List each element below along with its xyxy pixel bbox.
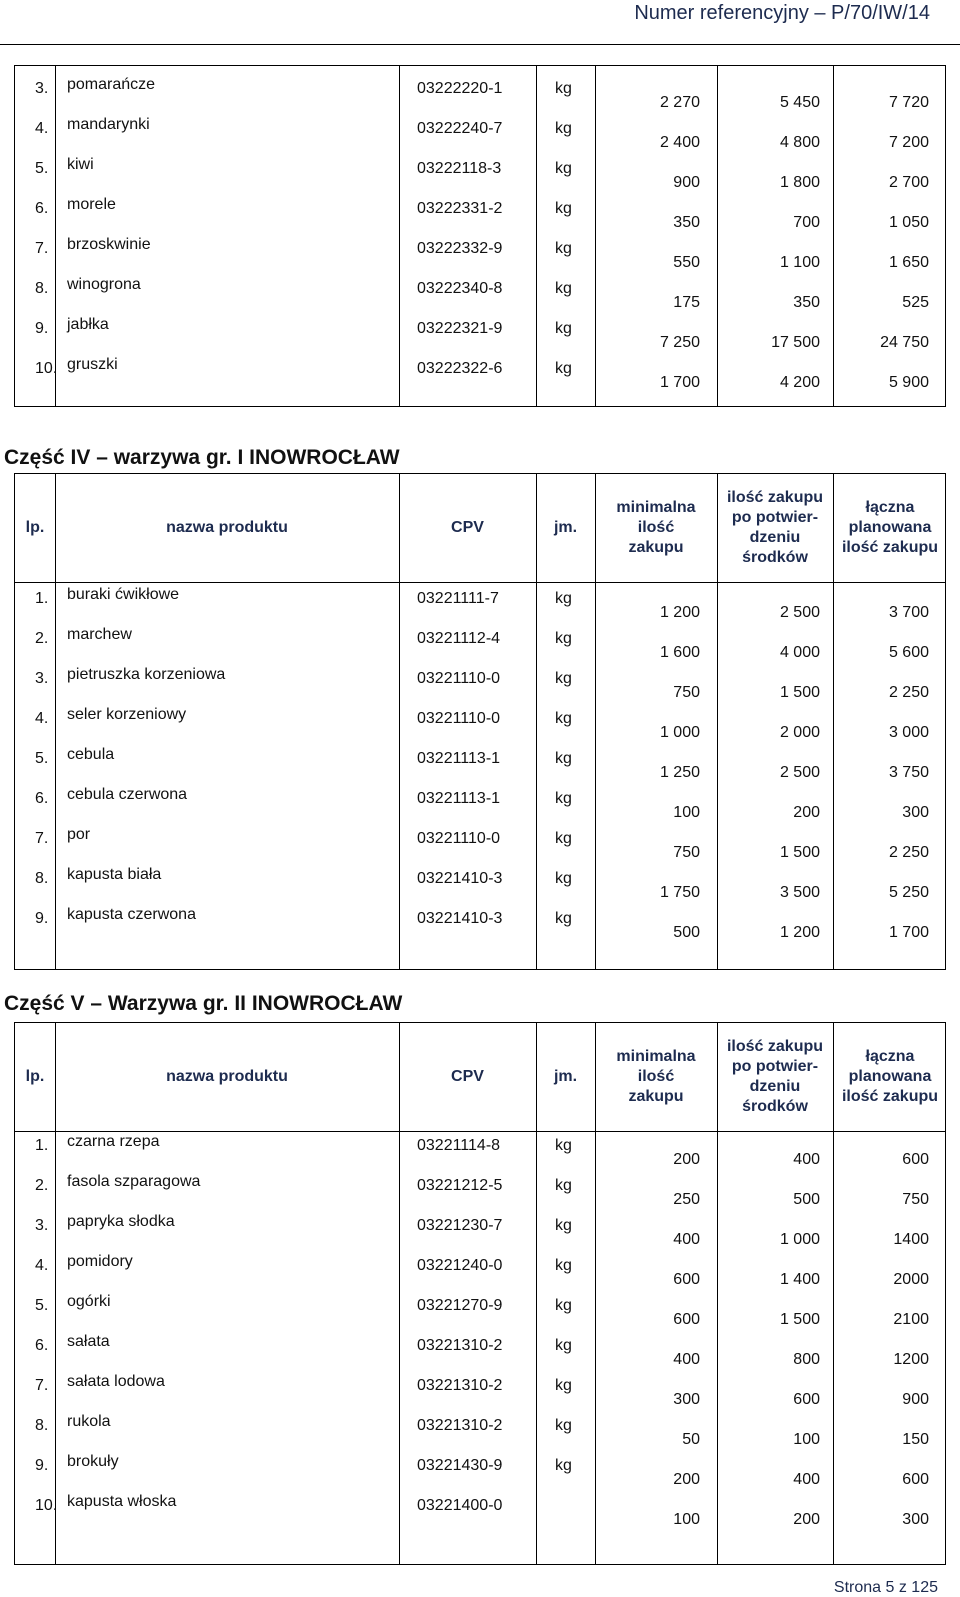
row-name: marchew xyxy=(67,626,132,643)
row-total: 750 xyxy=(902,1191,929,1208)
row-name: brokuły xyxy=(67,1453,119,1470)
row-name: pietruszka korzeniowa xyxy=(67,666,226,683)
row-total: 1 700 xyxy=(888,924,929,941)
table-row xyxy=(15,156,945,200)
row-po: 1 000 xyxy=(779,1231,820,1248)
row-min: 1 250 xyxy=(659,764,700,781)
row-total: 300 xyxy=(902,804,929,821)
row-name: kapusta włoska xyxy=(67,1493,177,1510)
row-total: 3 750 xyxy=(888,764,929,781)
row-cpv: 03221310-2 xyxy=(417,1377,503,1394)
row-total: 5 250 xyxy=(888,884,929,901)
row-unit: kg xyxy=(555,590,572,607)
table-row xyxy=(15,1333,945,1377)
row-cpv: 03221410-3 xyxy=(417,910,503,927)
row-name: sałata lodowa xyxy=(67,1373,165,1390)
row-unit: kg xyxy=(555,80,572,97)
section-4-title: Część IV – warzywa gr. I INOWROCŁAW xyxy=(4,446,400,469)
row-cpv: 03221400-0 xyxy=(417,1497,503,1514)
table-row xyxy=(15,826,945,870)
row-lp: 2. xyxy=(35,630,49,647)
row-total: 1 650 xyxy=(888,254,929,271)
row-lp: 10. xyxy=(35,1497,58,1514)
row-cpv: 03221114-8 xyxy=(417,1137,501,1154)
row-total: 3 700 xyxy=(888,604,929,621)
row-name: rukola xyxy=(67,1413,111,1430)
row-unit: kg xyxy=(555,910,572,927)
row-unit: kg xyxy=(555,830,572,847)
row-total: 24 750 xyxy=(880,334,929,351)
row-unit: kg xyxy=(555,1377,572,1394)
table-row xyxy=(15,316,945,360)
row-total: 600 xyxy=(902,1471,929,1488)
row-min: 175 xyxy=(673,294,700,311)
row-total: 1 050 xyxy=(888,214,929,231)
row-min: 200 xyxy=(673,1151,700,1168)
row-unit: kg xyxy=(555,1417,572,1434)
row-cpv: 03221410-3 xyxy=(417,870,503,887)
table-row xyxy=(15,906,945,950)
row-cpv: 03222331-2 xyxy=(417,200,503,217)
header-lp: lp. xyxy=(25,519,45,536)
header-po: ilość zakupu po potwier-dzeniu środków xyxy=(726,1038,824,1115)
row-lp: 10. xyxy=(35,360,58,377)
row-name: morele xyxy=(67,196,116,213)
row-po: 200 xyxy=(793,804,820,821)
row-min: 100 xyxy=(673,1511,700,1528)
table-row xyxy=(15,666,945,710)
row-min: 400 xyxy=(673,1231,700,1248)
row-unit: kg xyxy=(555,750,572,767)
row-po: 1 100 xyxy=(779,254,820,271)
table-row xyxy=(15,1453,945,1497)
table-row xyxy=(15,1373,945,1417)
header-cpv: CPV xyxy=(451,1068,484,1085)
row-min: 600 xyxy=(673,1271,700,1288)
row-cpv: 03222322-6 xyxy=(417,360,503,377)
row-unit: kg xyxy=(555,670,572,687)
row-name: cebula czerwona xyxy=(67,786,188,803)
row-name: czarna rzepa xyxy=(67,1133,160,1150)
row-min: 2 400 xyxy=(659,134,700,151)
row-unit: kg xyxy=(555,1337,572,1354)
row-lp: 6. xyxy=(35,790,49,807)
header-name: nazwa produktu xyxy=(166,1068,288,1085)
row-name: cebula xyxy=(67,746,115,763)
row-cpv: 03221270-9 xyxy=(417,1297,503,1314)
row-lp: 9. xyxy=(35,320,49,337)
row-min: 1 700 xyxy=(659,374,700,391)
row-min: 50 xyxy=(682,1431,700,1448)
header-unit: jm. xyxy=(553,1068,578,1085)
row-unit: kg xyxy=(555,1137,572,1154)
header-name: nazwa produktu xyxy=(166,519,288,536)
row-lp: 5. xyxy=(35,160,49,177)
row-unit: kg xyxy=(555,1257,572,1274)
row-total: 2 250 xyxy=(888,684,929,701)
row-total: 3 000 xyxy=(888,724,929,741)
row-total: 2000 xyxy=(893,1271,929,1288)
table-header xyxy=(15,1023,945,1131)
row-min: 350 xyxy=(673,214,700,231)
row-cpv: 03222118-3 xyxy=(417,160,502,177)
row-cpv: 03221310-2 xyxy=(417,1417,503,1434)
row-lp: 8. xyxy=(35,280,49,297)
fruit-table xyxy=(14,65,946,407)
page-number: Strona 5 z 125 xyxy=(833,1579,938,1596)
row-po: 400 xyxy=(793,1471,820,1488)
row-lp: 4. xyxy=(35,1257,49,1274)
row-po: 17 500 xyxy=(771,334,820,351)
table-row xyxy=(15,586,945,630)
row-cpv: 03222332-9 xyxy=(417,240,503,257)
row-cpv: 03221240-0 xyxy=(417,1257,503,1274)
row-cpv: 03221430-9 xyxy=(417,1457,503,1474)
header-unit: jm. xyxy=(553,519,578,536)
row-min: 100 xyxy=(673,804,700,821)
header-min: minimalna ilość zakupu xyxy=(616,499,696,556)
row-min: 750 xyxy=(673,684,700,701)
row-unit: kg xyxy=(555,710,572,727)
row-po: 700 xyxy=(793,214,820,231)
header-min: minimalna ilość zakupu xyxy=(616,1048,696,1105)
row-total: 525 xyxy=(902,294,929,311)
table-row xyxy=(15,1493,945,1537)
row-unit: kg xyxy=(555,870,572,887)
row-total: 1400 xyxy=(893,1231,929,1248)
table-row xyxy=(15,1213,945,1257)
row-po: 800 xyxy=(793,1351,820,1368)
row-min: 400 xyxy=(673,1351,700,1368)
row-min: 300 xyxy=(673,1391,700,1408)
header-total: łączna planowana ilość zakupu xyxy=(841,1048,939,1105)
header-cpv: CPV xyxy=(451,519,484,536)
row-name: kapusta biała xyxy=(67,866,162,883)
row-name: gruszki xyxy=(67,356,118,373)
row-min: 1 600 xyxy=(659,644,700,661)
row-po: 400 xyxy=(793,1151,820,1168)
table-row xyxy=(15,196,945,240)
row-total: 900 xyxy=(902,1391,929,1408)
row-unit: kg xyxy=(555,240,572,257)
row-total: 300 xyxy=(902,1511,929,1528)
header-rule xyxy=(0,44,960,45)
row-name: pomidory xyxy=(67,1253,133,1270)
table-row xyxy=(15,706,945,750)
row-cpv: 03222340-8 xyxy=(417,280,503,297)
row-po: 1 500 xyxy=(779,1311,820,1328)
row-min: 200 xyxy=(673,1471,700,1488)
row-lp: 3. xyxy=(35,80,49,97)
row-po: 5 450 xyxy=(779,94,820,111)
row-cpv: 03221113-1 xyxy=(417,750,501,767)
row-total: 5 600 xyxy=(888,644,929,661)
row-cpv: 03221212-5 xyxy=(417,1177,503,1194)
row-cpv: 03221112-4 xyxy=(417,630,501,647)
row-cpv: 03221110-0 xyxy=(417,830,501,847)
row-po: 2 000 xyxy=(779,724,820,741)
row-cpv: 03221113-1 xyxy=(417,790,501,807)
row-cpv: 03221310-2 xyxy=(417,1337,503,1354)
section-5-title: Część V – Warzywa gr. II INOWROCŁAW xyxy=(4,992,403,1015)
row-min: 7 250 xyxy=(659,334,700,351)
row-po: 500 xyxy=(793,1191,820,1208)
row-lp: 7. xyxy=(35,830,49,847)
table-row xyxy=(15,746,945,790)
row-name: kiwi xyxy=(67,156,94,173)
row-name: seler korzeniowy xyxy=(67,706,187,723)
row-total: 600 xyxy=(902,1151,929,1168)
row-name: mandarynki xyxy=(67,116,150,133)
row-name: buraki ćwikłowe xyxy=(67,586,180,603)
header-po: ilość zakupu po potwier-dzeniu środków xyxy=(726,489,824,566)
row-lp: 8. xyxy=(35,1417,49,1434)
row-lp: 5. xyxy=(35,750,49,767)
row-lp: 9. xyxy=(35,1457,49,1474)
header-total: łączna planowana ilość zakupu xyxy=(841,499,939,556)
row-po: 350 xyxy=(793,294,820,311)
row-unit: kg xyxy=(555,1457,572,1474)
row-name: por xyxy=(67,826,91,843)
row-unit: kg xyxy=(555,630,572,647)
row-total: 2 700 xyxy=(888,174,929,191)
row-cpv: 03221230-7 xyxy=(417,1217,503,1234)
header-lp: lp. xyxy=(25,1068,45,1085)
row-po: 1 200 xyxy=(779,924,820,941)
row-name: jabłka xyxy=(67,316,109,333)
row-lp: 6. xyxy=(35,200,49,217)
row-cpv: 03221110-0 xyxy=(417,710,501,727)
row-unit: kg xyxy=(555,320,572,337)
row-cpv: 03221110-0 xyxy=(417,670,501,687)
row-lp: 8. xyxy=(35,870,49,887)
row-lp: 6. xyxy=(35,1337,49,1354)
table-row xyxy=(15,786,945,830)
row-unit: kg xyxy=(555,280,572,297)
table-row xyxy=(15,1293,945,1337)
row-lp: 7. xyxy=(35,240,49,257)
row-min: 1 000 xyxy=(659,724,700,741)
row-po: 2 500 xyxy=(779,764,820,781)
row-lp: 5. xyxy=(35,1297,49,1314)
row-lp: 4. xyxy=(35,710,49,727)
row-unit: kg xyxy=(555,160,572,177)
table-row xyxy=(15,866,945,910)
row-name: kapusta czerwona xyxy=(67,906,196,923)
row-po: 100 xyxy=(793,1431,820,1448)
row-total: 7 720 xyxy=(888,94,929,111)
table-header xyxy=(15,474,945,582)
row-po: 1 500 xyxy=(779,684,820,701)
table-row xyxy=(15,276,945,320)
row-lp: 9. xyxy=(35,910,49,927)
row-unit: kg xyxy=(555,120,572,137)
reference-number: Numer referencyjny – P/70/IW/14 xyxy=(634,2,930,24)
row-po: 200 xyxy=(793,1511,820,1528)
table-row xyxy=(15,76,945,120)
row-total: 150 xyxy=(902,1431,929,1448)
row-cpv: 03221111-7 xyxy=(417,590,499,607)
row-po: 1 800 xyxy=(779,174,820,191)
row-total: 5 900 xyxy=(888,374,929,391)
row-po: 3 500 xyxy=(779,884,820,901)
row-po: 1 500 xyxy=(779,844,820,861)
row-po: 2 500 xyxy=(779,604,820,621)
row-lp: 1. xyxy=(35,1137,49,1154)
table-row xyxy=(15,1253,945,1297)
row-po: 4 000 xyxy=(779,644,820,661)
row-lp: 1. xyxy=(35,590,49,607)
table-row xyxy=(15,356,945,400)
row-cpv: 03222240-7 xyxy=(417,120,503,137)
table-row xyxy=(15,1413,945,1457)
row-lp: 2. xyxy=(35,1177,49,1194)
row-unit: kg xyxy=(555,1217,572,1234)
row-lp: 4. xyxy=(35,120,49,137)
row-name: pomarańcze xyxy=(67,76,156,93)
row-unit: kg xyxy=(555,790,572,807)
row-total: 1200 xyxy=(893,1351,929,1368)
row-cpv: 03222220-1 xyxy=(417,80,503,97)
row-min: 1 750 xyxy=(659,884,700,901)
row-unit: kg xyxy=(555,360,572,377)
row-name: ogórki xyxy=(67,1293,111,1310)
row-total: 2100 xyxy=(893,1311,929,1328)
row-po: 600 xyxy=(793,1391,820,1408)
row-min: 600 xyxy=(673,1311,700,1328)
row-min: 750 xyxy=(673,844,700,861)
row-min: 900 xyxy=(673,174,700,191)
row-cpv: 03222321-9 xyxy=(417,320,503,337)
row-po: 4 200 xyxy=(779,374,820,391)
row-lp: 7. xyxy=(35,1377,49,1394)
row-po: 1 400 xyxy=(779,1271,820,1288)
row-min: 1 200 xyxy=(659,604,700,621)
row-min: 250 xyxy=(673,1191,700,1208)
row-name: papryka słodka xyxy=(67,1213,175,1230)
table-row xyxy=(15,626,945,670)
row-min: 550 xyxy=(673,254,700,271)
row-lp: 3. xyxy=(35,1217,49,1234)
table-row xyxy=(15,1173,945,1217)
table-row xyxy=(15,116,945,160)
row-name: winogrona xyxy=(67,276,141,293)
row-min: 2 270 xyxy=(659,94,700,111)
row-lp: 3. xyxy=(35,670,49,687)
vegetables-group2-table xyxy=(14,1022,946,1565)
vegetables-group1-table xyxy=(14,473,946,970)
row-unit: kg xyxy=(555,200,572,217)
row-unit: kg xyxy=(555,1297,572,1314)
row-name: fasola szparagowa xyxy=(67,1173,201,1190)
row-name: brzoskwinie xyxy=(67,236,151,253)
row-po: 4 800 xyxy=(779,134,820,151)
row-min: 500 xyxy=(673,924,700,941)
table-row xyxy=(15,236,945,280)
row-unit: kg xyxy=(555,1177,572,1194)
table-row xyxy=(15,1133,945,1177)
row-name: sałata xyxy=(67,1333,110,1350)
row-total: 2 250 xyxy=(888,844,929,861)
row-total: 7 200 xyxy=(888,134,929,151)
